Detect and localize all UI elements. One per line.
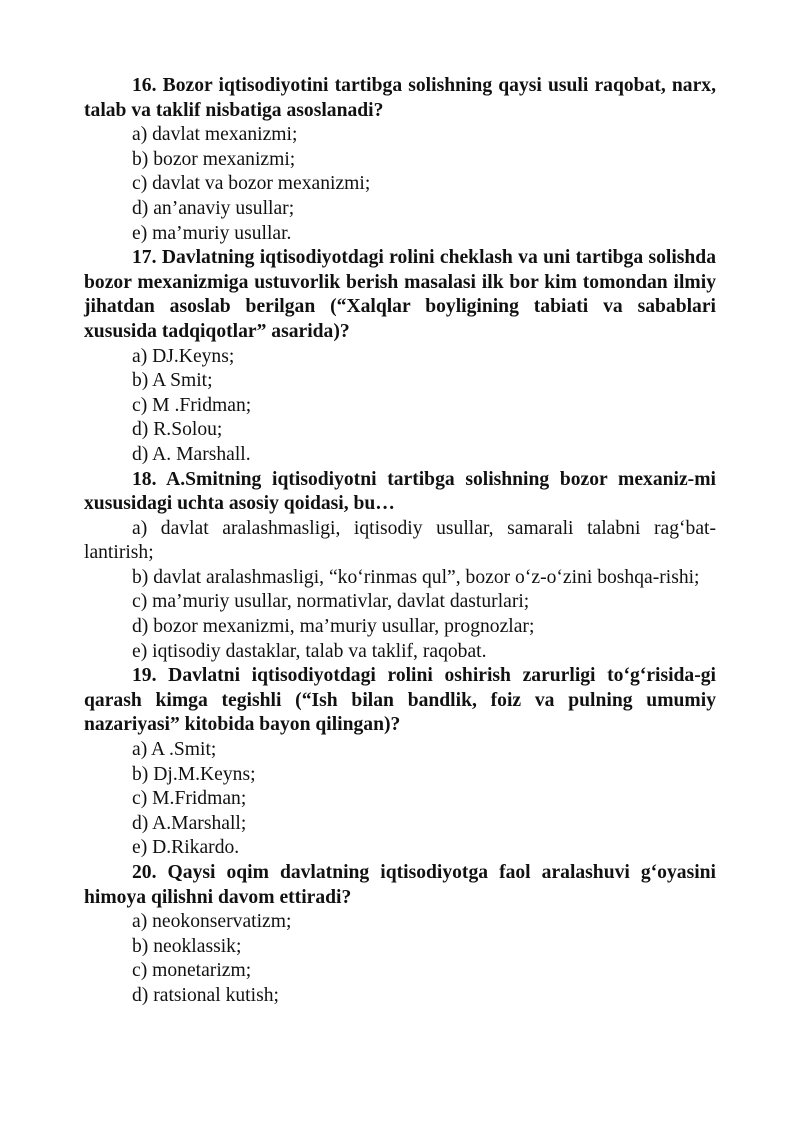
question-text bbox=[84, 74, 716, 123]
question-body: Davlatning iqtisodiyotdagi rolini cheklash va uni tartibga solishda bozor mexanizmiga ustuvorlik berish masalasi ilk bor kim tomondan ilmiy jihatdan asoslab berilgan (“Xalqlar boyligining tabiati va sabablari xususida tadqiqotlar” asarida)? bbox=[84, 247, 716, 342]
answer-option: d) ratsional kutish; bbox=[132, 984, 279, 1006]
answer-option: d) A.Marshall; bbox=[132, 812, 247, 834]
answer-options bbox=[84, 123, 716, 246]
answer-option: e) D.Rikardo. bbox=[132, 837, 240, 859]
question-19 bbox=[84, 664, 716, 861]
question-body: Bozor iqtisodiyotini tartibga solishning qaysi usuli raqobat, narx, talab va taklif nisbatiga asoslanadi? bbox=[84, 75, 716, 121]
question-text bbox=[84, 664, 716, 738]
answer-options bbox=[84, 517, 716, 665]
answer-option: c) ma’muriy usullar, normativlar, davlat dasturlari; bbox=[132, 591, 530, 613]
answer-option: c) monetarizm; bbox=[132, 960, 252, 982]
question-17 bbox=[84, 246, 716, 467]
answer-option: a) davlat aralashmasligi, iqtisodiy usullar, samarali talabni rag‘bat-lantirish; bbox=[84, 517, 716, 564]
answer-option: a) davlat mexanizmi; bbox=[132, 124, 298, 146]
question-18 bbox=[84, 468, 716, 665]
answer-options bbox=[84, 738, 716, 861]
answer-options bbox=[84, 345, 716, 468]
question-16 bbox=[84, 74, 716, 246]
question-body: Qaysi oqim davlatning iqtisodiyotga faol aralashuvi g‘oyasini himoya qilishni davom ettiradi? bbox=[84, 862, 716, 908]
answer-option: a) A .Smit; bbox=[132, 739, 217, 761]
answer-option: c) davlat va bozor mexanizmi; bbox=[132, 173, 371, 195]
answer-option: b) bozor mexanizmi; bbox=[132, 148, 296, 170]
answer-option: b) Dj.M.Keyns; bbox=[132, 763, 256, 785]
answer-options bbox=[84, 910, 716, 1008]
question-number: 18. bbox=[132, 468, 157, 490]
question-number: 19. bbox=[132, 665, 157, 687]
question-body: A.Smitning iqtisodiyotni tartibga solishning bozor mexaniz-mi xususidagi uchta asosiy qoidasi, bu… bbox=[84, 468, 716, 515]
answer-option: b) neoklassik; bbox=[132, 935, 242, 957]
question-body: Davlatni iqtisodiyotdagi rolini oshirish zarurligi to‘g‘risida-gi qarash kimga tegishli (“Ish bilan bandlik, foiz va pulning umumiy nazariyasi” kitobida bayon qilingan)? bbox=[84, 665, 716, 736]
answer-option: b) A Smit; bbox=[132, 370, 213, 392]
document-page bbox=[84, 74, 716, 1009]
answer-option: c) M.Fridman; bbox=[132, 788, 247, 810]
answer-option: a) neokonservatizm; bbox=[132, 911, 292, 933]
answer-option: a) DJ.Keyns; bbox=[132, 345, 235, 367]
answer-option: d) bozor mexanizmi, ma’muriy usullar, prognozlar; bbox=[132, 616, 535, 638]
question-20 bbox=[84, 861, 716, 1009]
question-text bbox=[84, 468, 716, 517]
answer-option: e) ma’muriy usullar. bbox=[132, 222, 292, 244]
answer-option: c) M .Fridman; bbox=[132, 394, 252, 416]
answer-option: d) A. Marshall. bbox=[132, 443, 251, 465]
question-text bbox=[84, 246, 716, 344]
answer-option: b) davlat aralashmasligi, “ko‘rinmas qul”, bozor o‘z-o‘zini boshqa-rishi; bbox=[132, 566, 700, 588]
question-text bbox=[84, 861, 716, 910]
question-number: 17. bbox=[132, 247, 157, 269]
question-number: 16. bbox=[132, 75, 157, 96]
answer-option: d) an’anaviy usullar; bbox=[132, 197, 295, 219]
answer-option: d) R.Solou; bbox=[132, 419, 223, 441]
question-number: 20. bbox=[132, 862, 157, 883]
answer-option: e) iqtisodiy dastaklar, talab va taklif, raqobat. bbox=[132, 640, 487, 662]
